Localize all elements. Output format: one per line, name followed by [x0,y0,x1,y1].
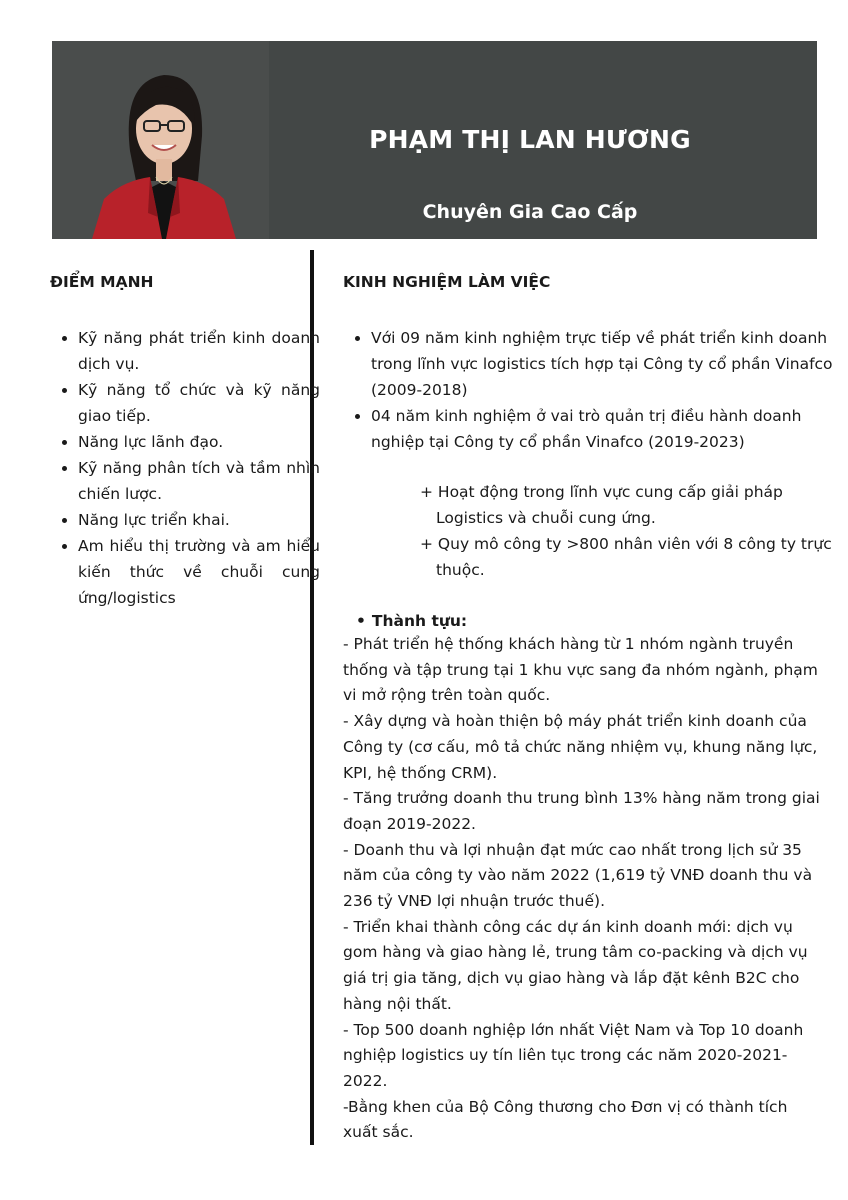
achievements-heading [356,608,467,634]
achievement-item: - Top 500 doanh nghiệp lớn nhất Việt Nam và Top 10 doanh nghiệp logistics uy tín liên tục trong các năm 2020-2021-2022. [343,1020,804,1090]
list-item: • Kỹ năng phát triển kinh doanh dịch vụ. [78,325,320,377]
list-item: • Kỹ năng tổ chức và kỹ năng giao tiếp. [78,377,320,429]
bullet-icon: • [356,612,366,630]
list-item: • Năng lực triển khai. [78,507,320,533]
sub-item: + Hoạt động trong lĩnh vực cung cấp giải pháp Logistics và chuỗi cung ứng. [420,483,783,527]
achievements-list [343,632,825,1146]
sub-item: + Quy mô công ty >800 nhân viên với 8 công ty trực thuộc. [420,535,832,579]
achievement-item: - Xây dựng và hoàn thiện bộ máy phát triển kinh doanh của Công ty (cơ cấu, mô tả chức năng nhiệm vụ, khung năng lực, KPI, hệ thống CRM). [343,712,818,782]
list-item: • Với 09 năm kinh nghiệm trực tiếp về phát triển kinh doanh trong lĩnh vực logistics tích hợp tại Công ty cổ phần Vinafco (2009-2018) [371,325,846,403]
list-item: • Năng lực lãnh đạo. [78,429,320,455]
strengths-heading: ĐIỂM MẠNH [50,273,154,291]
list-item: • 04 năm kinh nghiệm ở vai trò quản trị điều hành doanh nghiệp tại Công ty cổ phần Vinafco (2019-2023) [371,403,846,455]
person-name: PHẠM THỊ LAN HƯƠNG [369,125,691,154]
strengths-list [52,325,320,611]
experience-list [343,325,846,455]
achievement-item: - Doanh thu và lợi nhuận đạt mức cao nhất trong lịch sử 35 năm của công ty vào năm 2022 (1,619 tỷ VNĐ doanh thu và 236 tỷ VNĐ lợi nhuận trước thuế). [343,840,813,911]
list-item: • Kỹ năng phân tích và tầm nhìn chiến lược. [78,455,320,507]
achievement-item: - Tăng trưởng doanh thu trung bình 13% hàng năm trong giai đoạn 2019-2022. [343,789,820,833]
achievement-item: - Triển khai thành công các dự án kinh doanh mới: dịch vụ gom hàng và giao hàng lẻ, trung tâm co-packing và dịch vụ giá trị gia tăng, dịch vụ giao hàng và lắp đặt kênh B2C cho hàng nội thất. [343,917,808,1013]
achievements-heading-label: Thành tựu: [371,612,468,630]
profile-photo [52,41,269,239]
experience-heading: KINH NGHIỆM LÀM VIỆC [343,273,551,291]
profile-header [52,41,817,239]
portrait-image [52,41,269,239]
list-item: • Am hiểu thị trường và am hiểu kiến thức về chuỗi cung ứng/logistics [78,533,320,611]
achievement-item: - Phát triển hệ thống khách hàng từ 1 nhóm ngành truyền thống và tập trung tại 1 khu vực sang đa nhóm ngành, phạm vi mở rộng trên toàn quốc. [343,635,818,705]
achievement-item: -Bằng khen của Bộ Công thương cho Đơn vị có thành tích xuất sắc. [343,1097,788,1142]
job-title: Chuyên Gia Cao Cấp [422,201,638,223]
